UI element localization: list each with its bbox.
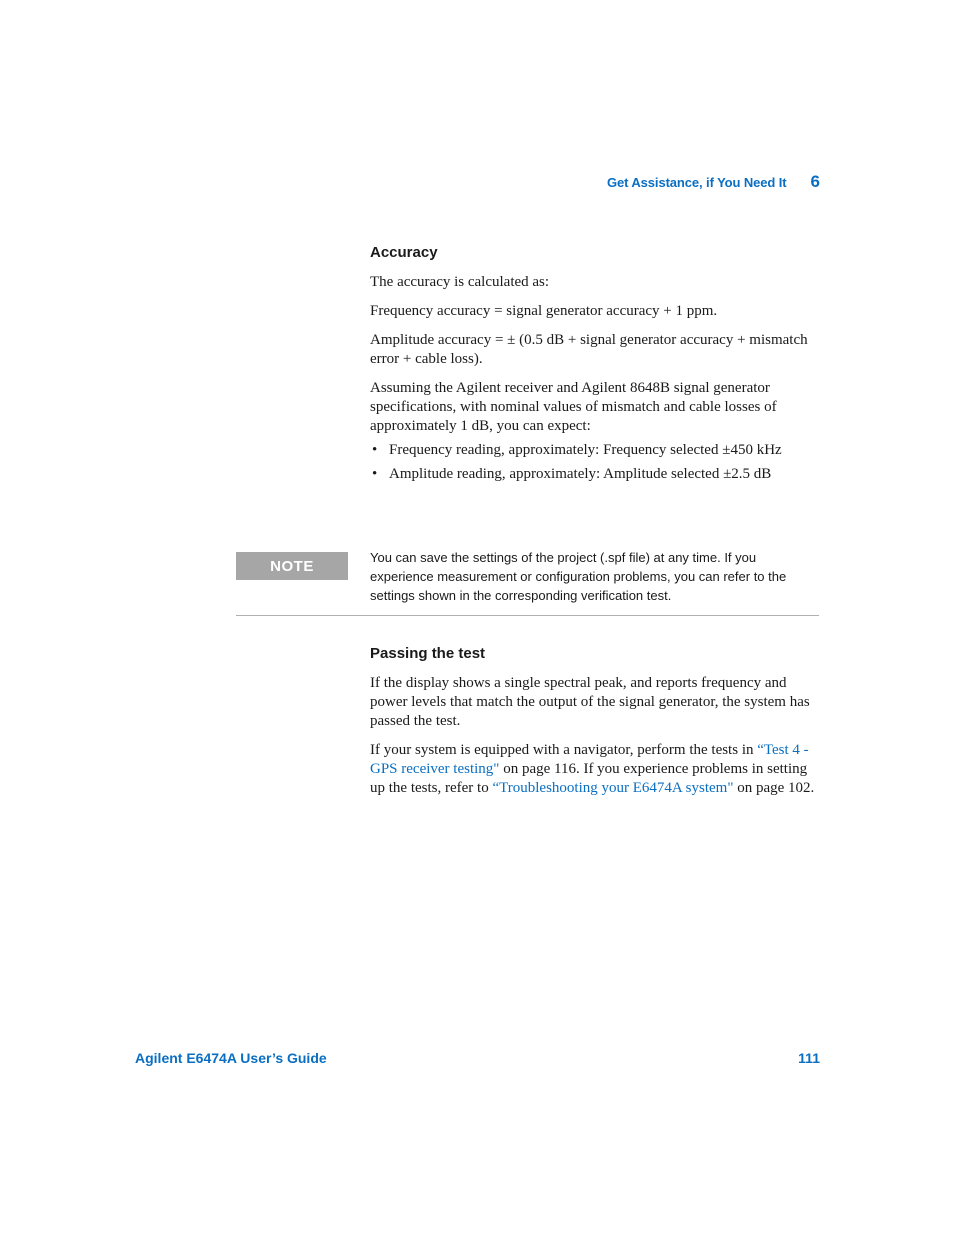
link-troubleshooting[interactable]: “Troubleshooting your E6474A system" bbox=[492, 780, 734, 796]
link-test-4-gps[interactable]: “Test 4 - GPS receiver testing" bbox=[370, 742, 809, 777]
navigator-text-3: on page 102. bbox=[733, 780, 815, 796]
bullet-icon: • bbox=[372, 466, 378, 482]
expected-readings-list bbox=[370, 441, 820, 484]
frequency-accuracy-formula: Frequency accuracy = signal generator accuracy + 1 ppm. bbox=[370, 303, 718, 319]
bullet-icon: • bbox=[372, 442, 378, 458]
list-item-text: Frequency reading, approximately: Frequency selected ±450 kHz bbox=[389, 442, 782, 458]
passing-paragraph: If the display shows a single spectral peak, and reports frequency and power levels that match the output of the signal generator, the system has passed the test. bbox=[370, 675, 810, 729]
page-footer bbox=[135, 1050, 820, 1072]
navigator-text-1: If your system is equipped with a navigator, perform the tests in bbox=[370, 742, 758, 758]
page-number: 111 bbox=[798, 1050, 820, 1066]
chapter-number: 6 bbox=[810, 172, 820, 191]
note-label: NOTE bbox=[236, 552, 348, 580]
navigator-text-2: on page 116. If you experience problems in setting up the tests, refer to bbox=[370, 761, 808, 796]
navigator-paragraph bbox=[370, 741, 820, 798]
list-item-text: Amplitude reading, approximately: Amplitude selected ±2.5 dB bbox=[389, 466, 772, 482]
list-item bbox=[370, 465, 820, 484]
accuracy-heading: Accuracy bbox=[370, 244, 438, 261]
passing-section bbox=[370, 644, 820, 808]
assumption-paragraph: Assuming the Agilent receiver and Agilent 8648B signal generator specifications, with nominal values of mismatch and cable losses of approximately 1 dB, you can expect: bbox=[370, 380, 777, 434]
list-item bbox=[370, 441, 820, 460]
note-divider bbox=[236, 615, 819, 616]
accuracy-section bbox=[370, 243, 820, 489]
passing-heading: Passing the test bbox=[370, 645, 486, 662]
footer-guide-title: Agilent E6474A User’s Guide bbox=[135, 1050, 327, 1066]
accuracy-intro: The accuracy is calculated as: bbox=[370, 274, 550, 290]
running-header bbox=[560, 172, 820, 196]
running-header-title: Get Assistance, if You Need It bbox=[606, 175, 787, 190]
note-text: You can save the settings of the project (.spf file) at any time. If you experience measurement or configuration problems, you can refer to the settings shown in the corresponding verification test. bbox=[370, 550, 787, 603]
amplitude-accuracy-formula: Amplitude accuracy = ± (0.5 dB + signal generator accuracy + mismatch error + cable loss). bbox=[370, 332, 808, 367]
